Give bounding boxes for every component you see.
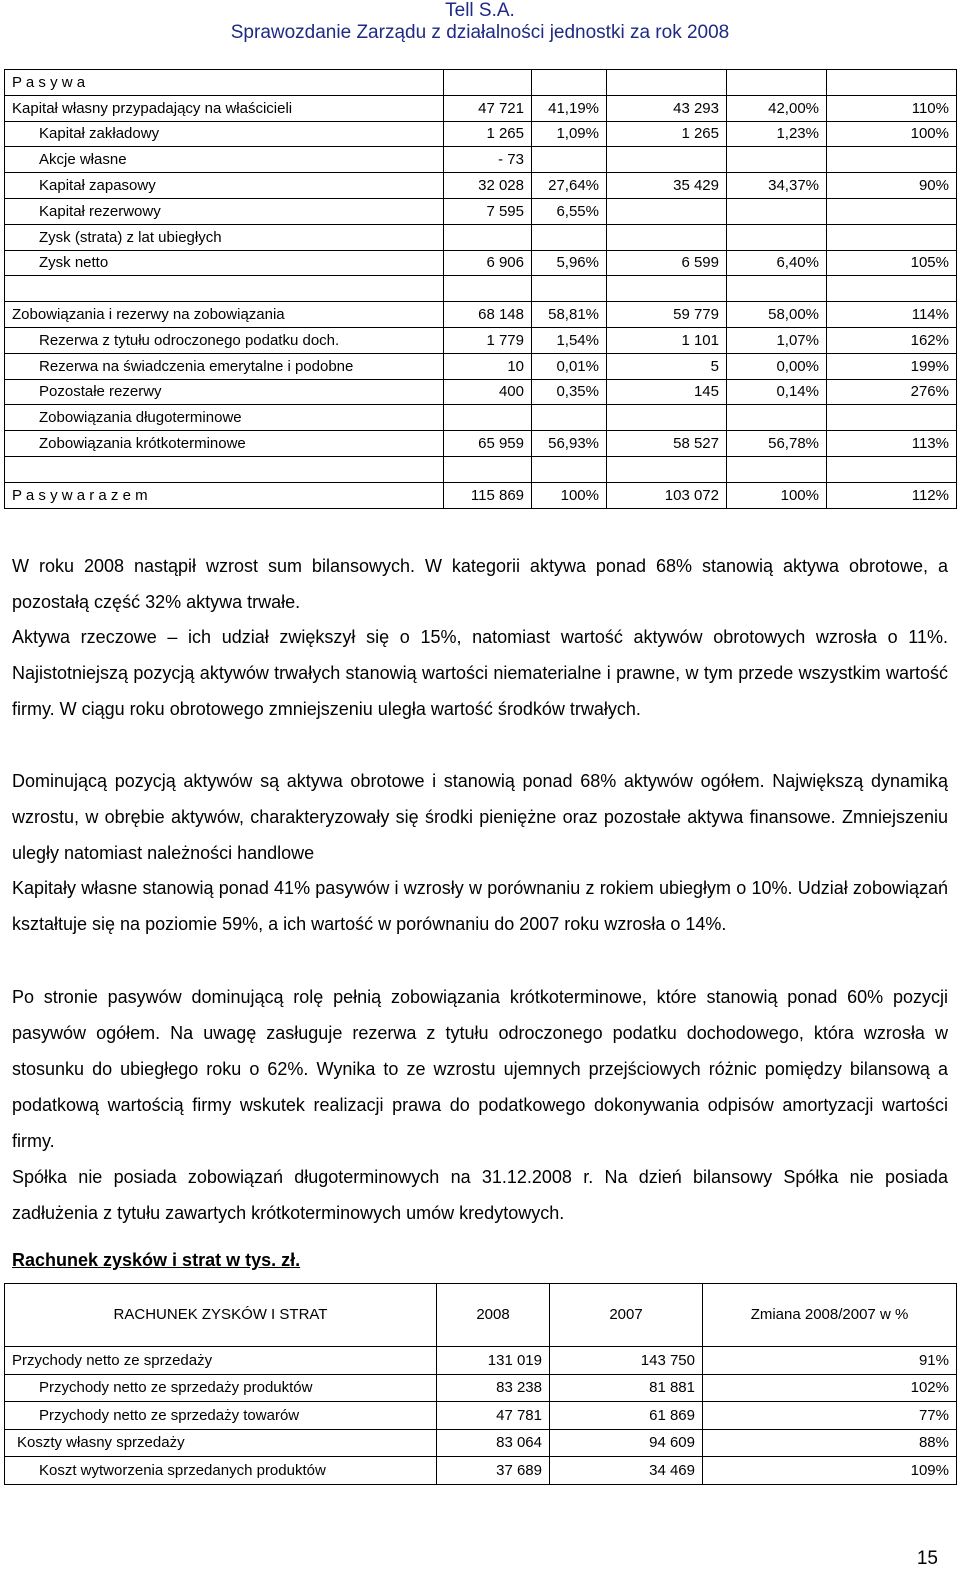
row-label <box>5 456 444 482</box>
row-label: Kapitał rezerwowy <box>5 198 444 224</box>
row-label: Koszty własny sprzedaży <box>5 1429 437 1457</box>
value-2007 <box>607 224 727 250</box>
share-2007 <box>727 405 827 431</box>
value-2007: 103 072 <box>607 482 727 508</box>
change-percent: 199% <box>827 353 957 379</box>
value-2008: 7 595 <box>444 198 532 224</box>
table-row <box>5 173 957 199</box>
value-2008: 68 148 <box>444 302 532 328</box>
value-2008: 6 906 <box>444 250 532 276</box>
change-percent: 77% <box>703 1402 957 1430</box>
change-percent <box>827 147 957 173</box>
share-2008 <box>532 224 607 250</box>
table-row <box>5 456 957 482</box>
value-2008: 400 <box>444 379 532 405</box>
table-row <box>5 1457 957 1485</box>
change-percent: 109% <box>703 1457 957 1485</box>
income-statement-table <box>4 1283 957 1485</box>
change-percent <box>827 456 957 482</box>
share-2008: 1,54% <box>532 327 607 353</box>
share-2008: 0,35% <box>532 379 607 405</box>
table-row <box>5 1429 957 1457</box>
value-2007: 43 293 <box>607 95 727 121</box>
row-label: Przychody netto ze sprzedaży towarów <box>5 1402 437 1430</box>
value-2007 <box>607 456 727 482</box>
value-2007: 1 265 <box>607 121 727 147</box>
value-2007 <box>607 198 727 224</box>
row-label: Przychody netto ze sprzedaży produktów <box>5 1374 437 1402</box>
table-row <box>5 482 957 508</box>
share-2008: 6,55% <box>532 198 607 224</box>
row-label <box>5 276 444 302</box>
value-2008: 37 689 <box>437 1457 550 1485</box>
share-2007: 100% <box>727 482 827 508</box>
value-2008: 65 959 <box>444 431 532 457</box>
header-2007: 2007 <box>550 1284 703 1347</box>
share-2007 <box>727 147 827 173</box>
table-row <box>5 276 957 302</box>
share-2008: 1,09% <box>532 121 607 147</box>
table-row <box>5 95 957 121</box>
value-2008 <box>444 224 532 250</box>
paragraph: W roku 2008 nastąpił wzrost sum bilansowych. W kategorii aktywa ponad 68% stanowią aktywa obrotowe, a pozostałą część 32% aktywa trwałe. <box>12 556 948 612</box>
paragraph: Po stronie pasywów dominującą rolę pełnią zobowiązania krótkoterminowe, które stanowią ponad 60% pozycji pasywów ogółem. Na uwagę zasługuje rezerwa z tytułu odroczonego podatku dochodowego, która wzrosła w stosunku do ubiegłego roku o 62%. Wynika to ze wzrostu ujemnych przejściowych różnic pomiędzy bilansową a podatkową wartością firmy wskutek realizacji prawa do podatkowego dokonywania odpisów amortyzacji wartości firmy. <box>12 987 948 1151</box>
value-2008: 1 779 <box>444 327 532 353</box>
paragraph: Dominującą pozycją aktywów są aktywa obrotowe i stanowią ponad 68% aktywów ogółem. Największą dynamiką wzrostu, w obrębie aktywów, charakteryzowały się środki pieniężne oraz pozostałe aktywa finansowe. Zmniejszeniu uległy natomiast należności handlowe <box>12 771 948 863</box>
value-2007: 34 469 <box>550 1457 703 1485</box>
change-percent: 162% <box>827 327 957 353</box>
header-label: RACHUNEK ZYSKÓW I STRAT <box>5 1284 437 1347</box>
value-2008: 47 781 <box>437 1402 550 1430</box>
share-2007: 1,23% <box>727 121 827 147</box>
change-percent: 113% <box>827 431 957 457</box>
value-2007: 94 609 <box>550 1429 703 1457</box>
row-label: Pozostałe rezerwy <box>5 379 444 405</box>
row-label: Zobowiązania krótkoterminowe <box>5 431 444 457</box>
table-row <box>5 198 957 224</box>
share-2007: 58,00% <box>727 302 827 328</box>
share-2008: 27,64% <box>532 173 607 199</box>
table-header-row <box>5 1284 957 1347</box>
share-2007 <box>727 224 827 250</box>
value-2007: 5 <box>607 353 727 379</box>
row-label: Przychody netto ze sprzedaży <box>5 1347 437 1375</box>
change-percent: 276% <box>827 379 957 405</box>
row-label: Rezerwa z tytułu odroczonego podatku doch. <box>5 327 444 353</box>
value-2007: 61 869 <box>550 1402 703 1430</box>
header-change: Zmiana 2008/2007 w % <box>703 1284 957 1347</box>
paragraph: Aktywa rzeczowe – ich udział zwiększył się o 15%, natomiast wartość aktywów obrotowych wzrosła o 11%. Najistotniejszą pozycją aktywów trwałych stanowią wartości niematerialne i prawne, w tym przede wszystkim wartość firmy. W ciągu roku obrotowego zmniejszeniu uległa wartość środków trwałych. <box>12 627 948 719</box>
table-row <box>5 1347 957 1375</box>
table-row <box>5 121 957 147</box>
row-label: P a s y w a r a z e m <box>5 482 444 508</box>
value-2007 <box>607 405 727 431</box>
table-row <box>5 147 957 173</box>
share-2007 <box>727 276 827 302</box>
value-2008: 1 265 <box>444 121 532 147</box>
share-2007: 1,07% <box>727 327 827 353</box>
change-percent: 90% <box>827 173 957 199</box>
value-2008: - 73 <box>444 147 532 173</box>
row-label: Kapitał zakładowy <box>5 121 444 147</box>
share-2008: 58,81% <box>532 302 607 328</box>
report-header: Sprawozdanie Zarządu z działalności jednostki za rok 2008 <box>230 22 730 43</box>
value-2007: 59 779 <box>607 302 727 328</box>
share-2007: 42,00% <box>727 95 827 121</box>
change-percent <box>827 276 957 302</box>
share-2008 <box>532 456 607 482</box>
value-2008: 115 869 <box>444 482 532 508</box>
value-2007: 143 750 <box>550 1347 703 1375</box>
value-2008: 32 028 <box>444 173 532 199</box>
value-2008 <box>444 405 532 431</box>
share-2008: 56,93% <box>532 431 607 457</box>
table-row <box>5 327 957 353</box>
value-2008: 47 721 <box>444 95 532 121</box>
share-2007 <box>727 198 827 224</box>
share-2008: 100% <box>532 482 607 508</box>
value-2008: 83 064 <box>437 1429 550 1457</box>
table-row <box>5 353 957 379</box>
value-2007: 6 599 <box>607 250 727 276</box>
value-2007 <box>607 276 727 302</box>
change-percent: 112% <box>827 482 957 508</box>
share-2007: 0,00% <box>727 353 827 379</box>
section-title: P a s y w a <box>5 70 444 96</box>
row-label: Akcje własne <box>5 147 444 173</box>
share-2008: 5,96% <box>532 250 607 276</box>
share-2007: 0,14% <box>727 379 827 405</box>
row-label: Zobowiązania długoterminowe <box>5 405 444 431</box>
pasywa-table <box>4 69 957 509</box>
value-2007: 35 429 <box>607 173 727 199</box>
share-2008 <box>532 147 607 173</box>
table-row <box>5 405 957 431</box>
share-2007 <box>727 456 827 482</box>
row-label: Zysk (strata) z lat ubiegłych <box>5 224 444 250</box>
value-2008: 131 019 <box>437 1347 550 1375</box>
row-label: Koszt wytworzenia sprzedanych produktów <box>5 1457 437 1485</box>
value-2008 <box>444 276 532 302</box>
change-percent: 102% <box>703 1374 957 1402</box>
share-2008 <box>532 276 607 302</box>
table-row <box>5 1402 957 1430</box>
paragraph: Kapitały własne stanowią ponad 41% pasywów i wzrosły w porównaniu z rokiem ubiegłym o 10%. Udział zobowiązań kształtuje się na poziomie 59%, a ich wartość w porównaniu do 2007 roku wzrosła o 14%. <box>12 878 948 934</box>
change-percent: 88% <box>703 1429 957 1457</box>
row-label: Zobowiązania i rezerwy na zobowiązania <box>5 302 444 328</box>
page-number: 15 <box>916 1548 938 1569</box>
table-row <box>5 431 957 457</box>
row-label: Kapitał zapasowy <box>5 173 444 199</box>
share-2008 <box>532 405 607 431</box>
value-2007: 145 <box>607 379 727 405</box>
value-2008: 10 <box>444 353 532 379</box>
table-row <box>5 250 957 276</box>
change-percent <box>827 224 957 250</box>
share-2008: 0,01% <box>532 353 607 379</box>
share-2007: 34,37% <box>727 173 827 199</box>
row-label: Zysk netto <box>5 250 444 276</box>
share-2007: 6,40% <box>727 250 827 276</box>
paragraph: Spółka nie posiada zobowiązań długoterminowych na 31.12.2008 r. Na dzień bilansowy Spółka nie posiada zadłużenia z tytułu zawartych krótkoterminowych umów kredytowych. <box>12 1167 948 1223</box>
share-2007: 56,78% <box>727 431 827 457</box>
table-row <box>5 1374 957 1402</box>
change-percent: 105% <box>827 250 957 276</box>
table-row <box>5 379 957 405</box>
value-2007 <box>607 147 727 173</box>
change-percent: 91% <box>703 1347 957 1375</box>
company-header: Tell S.A. <box>445 0 515 21</box>
change-percent: 110% <box>827 95 957 121</box>
value-2007: 1 101 <box>607 327 727 353</box>
value-2008 <box>444 456 532 482</box>
table-row <box>5 224 957 250</box>
change-percent <box>827 405 957 431</box>
header-2008: 2008 <box>437 1284 550 1347</box>
value-2007: 81 881 <box>550 1374 703 1402</box>
row-label: Kapitał własny przypadający na właścicieli <box>5 95 444 121</box>
change-percent <box>827 198 957 224</box>
change-percent: 114% <box>827 302 957 328</box>
section-heading: Rachunek zysków i strat w tys. zł. <box>12 1250 301 1270</box>
change-percent: 100% <box>827 121 957 147</box>
table-row <box>5 70 957 96</box>
table-row <box>5 302 957 328</box>
value-2007: 58 527 <box>607 431 727 457</box>
value-2008: 83 238 <box>437 1374 550 1402</box>
share-2008: 41,19% <box>532 95 607 121</box>
row-label: Rezerwa na świadczenia emerytalne i podobne <box>5 353 444 379</box>
